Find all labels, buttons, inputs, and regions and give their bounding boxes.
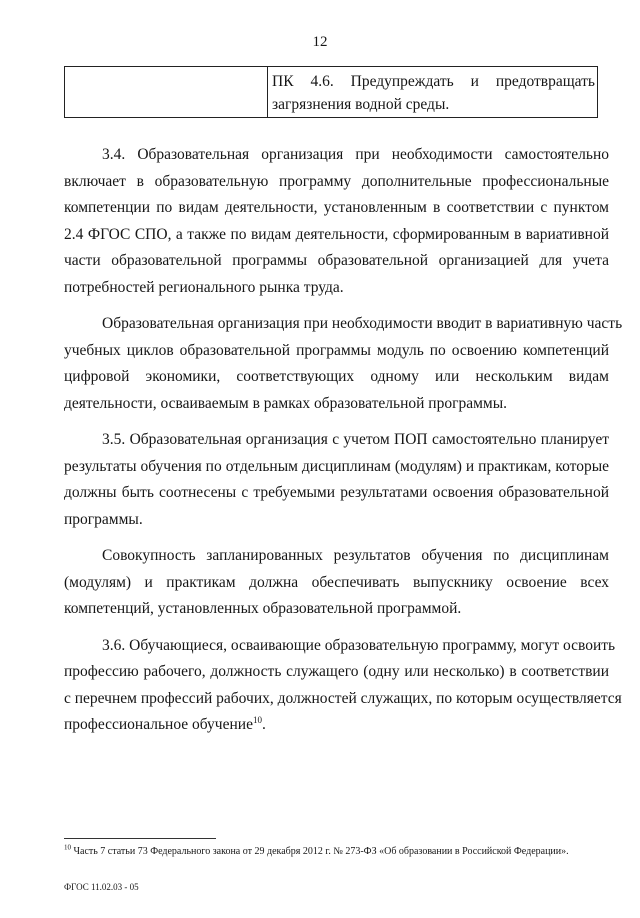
paragraph-3-4	[64, 142, 609, 301]
text-line: (модулям) и практикам должна обеспечивать выпускнику освоение всех	[64, 573, 609, 591]
text-line: должны быть соотнесены с требуемыми результатами освоения образовательной	[64, 484, 609, 501]
text-line: цифровой экономики, соответствующих одному или нескольким видам	[64, 368, 609, 385]
paragraph-learning-results	[64, 543, 609, 623]
text-line: потребностей регионального рынка труда.	[64, 278, 344, 296]
page-number: 12	[312, 34, 328, 50]
text-line: деятельности, осваиваемым в рамках образовательной программы.	[64, 394, 507, 412]
text-line: 3.6. Обучающиеся, осваивающие образовательную программу, могут освоить	[102, 636, 616, 654]
text-line: части образовательной программы образовательной организацией для учета	[64, 252, 609, 269]
footnote-separator	[64, 838, 216, 839]
text-line: 2.4 ФГОС СПО, а также по видам деятельности, сформированным в вариативной	[64, 225, 609, 243]
competency-text-line-2: загрязнения водной среды.	[272, 96, 450, 113]
text-line: Образовательная организация при необходимости вводит в вариативную часть	[102, 315, 623, 332]
text-line: компетенции по видам деятельности, установленным в соответствии с пунктом	[64, 199, 609, 216]
text-line: учебных циклов образовательной программы модуль по освоению компетенций	[64, 341, 609, 359]
text-line: Совокупность запланированных результатов обучения по дисциплинам	[102, 547, 609, 564]
document-code: ФГОС 11.02.03 - 05	[64, 882, 139, 892]
text-line: профессию рабочего, должность служащего (одну или несколько) в соответствии	[64, 663, 609, 680]
paragraph-3-5	[64, 427, 609, 533]
competency-table	[64, 66, 598, 118]
text-line: включает в образовательную программу дополнительные профессиональные	[64, 172, 609, 190]
text-line: 3.4. Образовательная организация при необходимости самостоятельно	[102, 146, 609, 163]
text-line: профессиональное обучение	[64, 716, 253, 733]
footnote-text: Часть 7 статьи 73 Федерального закона от 29 декабря 2012 г. № 273-ФЗ «Об образовании в Российской Федерации».	[73, 846, 569, 857]
text-line: с перечнем профессий рабочих, должностей служащих, по которым осуществляется	[64, 689, 622, 707]
paragraph-3-6	[64, 633, 622, 739]
text-line: 3.5. Образовательная организация с учетом ПОП самостоятельно планирует	[102, 431, 609, 448]
competency-text-line-1: ПК 4.6. Предупреждать и предотвращать	[272, 73, 595, 90]
text-line-with-footnote	[64, 712, 609, 739]
footnote-number: 10	[64, 843, 71, 852]
text-line: программы.	[64, 510, 143, 528]
table-empty-cell	[65, 67, 268, 117]
body-text	[64, 142, 623, 739]
footnote	[64, 845, 624, 859]
sentence-end: .	[261, 716, 266, 733]
text-line: компетенций, установленных образовательной программой.	[64, 600, 462, 617]
table-competency-cell	[268, 67, 597, 117]
footnote-reference[interactable]: 10	[252, 714, 262, 725]
text-line: результаты обучения по отдельным дисциплинам (модулям) и практикам, которые	[64, 457, 609, 475]
paragraph-digital-economy	[64, 311, 623, 417]
